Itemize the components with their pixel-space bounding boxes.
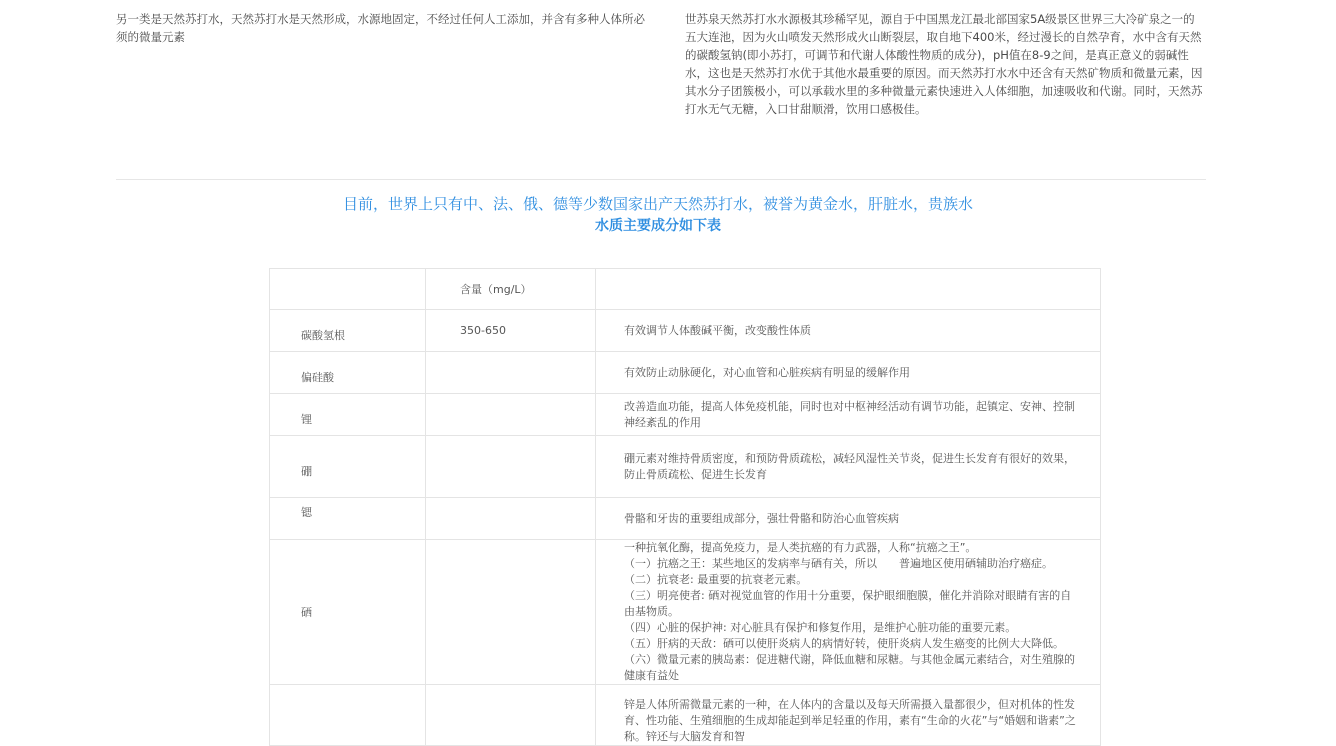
table-row [270,685,1101,746]
element-name: 锶 [301,505,312,519]
selenium-line: （二）抗衰老: 最重要的抗衰老元素。 [624,573,808,586]
table-row [270,394,1101,436]
element-amount [426,352,596,394]
element-name: 偏硅酸 [301,370,334,384]
table-row [270,498,1101,540]
element-name: 锂 [301,412,312,426]
element-description: 改善造血功能，提高人体免疫机能，同时也对中枢神经活动有调节功能，起镇定、安神、控制神经紊乱的作用 [596,394,1101,436]
element-description: 骨骼和牙齿的重要组成部分，强壮骨骼和防治心血管疾病 [596,498,1101,540]
intro-left-paragraph: 另一类是天然苏打水，天然苏打水是天然形成，水源地固定，不经过任何人工添加，并含有多种人体所必须的微量元素 [116,12,645,44]
selenium-line: （六）微量元素的胰岛素：促进糖代谢，降低血糖和尿糖。与其他金属元素结合，对生殖腺的健康有益处 [624,653,1075,682]
header-cell-desc [596,269,1101,310]
selenium-line: （五）肝病的天敌：硒可以使肝炎病人的病情好转，使肝炎病人发生癌变的比例大大降低。 [624,637,1064,650]
element-amount [426,540,596,685]
element-description [596,540,1101,685]
header-cell-amount: 含量（mg/L） [426,269,596,310]
element-description: 锌是人体所需微量元素的一种，在人体内的含量以及每天所需摄入量都很少，但对机体的性发育、性功能、生殖细胞的生成却能起到举足轻重的作用，素有“生命的火花”与“婚姻和谐素”之称。锌还与大脑发育和智 [596,685,1101,746]
table-row [270,352,1101,394]
element-description: 硼元素对维持骨质密度，和预防骨质疏松，减轻风湿性关节炎，促进生长发育有很好的效果，防止骨质疏松、促进生长发育 [596,436,1101,498]
selenium-line: 一种抗氧化酶，提高免疫力，是人类抗癌的有力武器，人称“抗癌之王”。 [624,541,977,554]
element-name: 硒 [270,540,426,685]
selenium-line: （四）心脏的保护神: 对心脏具有保护和修复作用，是维护心脏功能的重要元素。 [624,621,1017,634]
element-amount [426,394,596,436]
header-cell-name [270,269,426,310]
table-header-row [270,269,1101,310]
element-description: 有效调节人体酸碱平衡，改变酸性体质 [596,310,1101,352]
table-row [270,436,1101,498]
selenium-line: （三）明亮使者: 硒对视觉血管的作用十分重要，保护眼细胞膜，催化并消除对眼睛有害的自由基物质。 [624,589,1072,618]
element-name: 碳酸氢根 [301,328,345,342]
element-amount [426,685,596,746]
table-title: 水质主要成分如下表 [595,218,721,234]
element-amount: 350-650 [426,310,596,352]
table-row [270,540,1101,685]
section-divider [116,179,1206,180]
element-name: 硼 [301,464,312,478]
element-description: 有效防止动脉硬化，对心血管和心脏疾病有明显的缓解作用 [596,352,1101,394]
composition-table [269,268,1101,746]
section-headline: 目前，世界上只有中、法、俄、德等少数国家出产天然苏打水，被誉为黄金水，肝脏水，贵族水 [342,195,973,213]
element-amount [426,498,596,540]
intro-right-paragraph: 世苏泉天然苏打水水源极其珍稀罕见，源自于中国黑龙江最北部国家5A级景区世界三大冷矿泉之一的五大连池，因为火山喷发天然形成火山断裂层，取自地下400米，经过漫长的自然孕育，水中含有天然的碳酸氢钠(即小苏打，可调节和代谢人体酸性物质的成分)，pH值在8-9之间，是真正意义的弱碱性水，这也是天然苏打水优于其他水最重要的原因。而天然苏打水水中还含有天然矿物质和微量元素，因其水分子团簇极小，可以承载水里的多种微量元素快速进入人体细胞，加速吸收和代谢。同时，天然苏打水无气无糖，入口甘甜顺滑，饮用口感极佳。 [685,12,1203,116]
element-name [270,685,426,746]
table-row [270,310,1101,352]
element-amount [426,436,596,498]
selenium-line: （一）抗癌之王：某些地区的发病率与硒有关，所以 普遍地区使用硒辅助治疗癌症。 [624,557,1053,570]
